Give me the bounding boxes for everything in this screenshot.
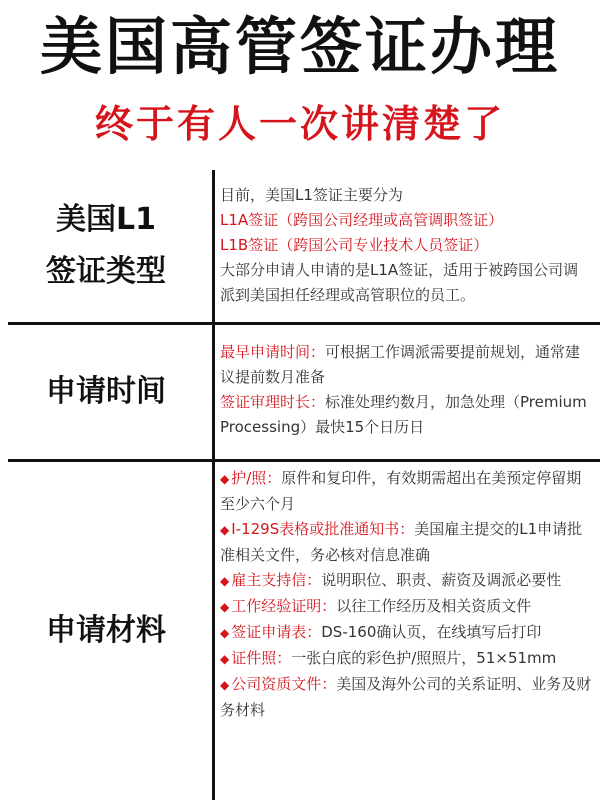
list-item xyxy=(220,594,592,620)
diamond-bullet-icon: ◆ xyxy=(220,626,230,640)
visa-type-l1a: L1A签证（跨国公司经理或高管调职签证） xyxy=(220,211,504,229)
visa-type-l1b: L1B签证（跨国公司专业技术人员签证） xyxy=(220,236,489,254)
item-text: 以往工作经历及相关资质文件 xyxy=(336,597,532,615)
column-divider xyxy=(212,170,215,800)
item-key: 护/照： xyxy=(231,469,282,487)
item-key: 雇主支持信： xyxy=(231,571,322,589)
item-text: 说明职位、职责、薪资及调派必要性 xyxy=(321,571,562,589)
item-key: 签证申请表： xyxy=(231,623,322,641)
visa-type-note: 大部分申请人申请的是L1A签证，适用于被跨国公司调派到美国担任经理或高管职位的员工。 xyxy=(220,261,579,304)
list-item xyxy=(220,568,592,594)
item-key: 签证审理时长： xyxy=(220,393,326,411)
list-item xyxy=(220,340,592,390)
section-label-materials: 申请材料 xyxy=(46,613,166,648)
list-item xyxy=(220,517,592,568)
section-content-materials xyxy=(220,466,592,723)
item-key: 公司资质文件： xyxy=(231,675,337,693)
list-item xyxy=(220,466,592,517)
item-text: DS-160确认页，在线填写后打印 xyxy=(321,623,542,641)
diamond-bullet-icon: ◆ xyxy=(220,523,230,537)
diamond-bullet-icon: ◆ xyxy=(220,652,230,666)
list-item xyxy=(220,672,592,723)
item-text: 美国及海外公司的关系证明、业务及财务材料 xyxy=(220,675,592,719)
item-key: 最早申请时间： xyxy=(220,343,326,361)
section-content-application-time xyxy=(220,340,592,440)
item-text: 可根据工作调派需要提前规划，通常建议提前数月准备 xyxy=(220,343,581,386)
diamond-bullet-icon: ◆ xyxy=(220,678,230,692)
section-content-visa-type xyxy=(220,183,592,308)
page-subtitle: 终于有人一次讲清楚了 xyxy=(94,102,505,146)
diamond-bullet-icon: ◆ xyxy=(220,574,230,588)
item-key: 工作经验证明： xyxy=(231,597,337,615)
visa-type-intro: 目前，美国L1签证主要分为 xyxy=(220,186,403,204)
info-table xyxy=(0,170,600,800)
section-label-application-time: 申请时间 xyxy=(46,374,166,409)
diamond-bullet-icon: ◆ xyxy=(220,472,230,486)
section-label-line: 签证类型 xyxy=(46,254,166,289)
item-text: 一张白底的彩色护/照照片，51×51mm xyxy=(291,649,557,667)
list-item xyxy=(220,646,592,672)
item-key: 证件照： xyxy=(231,649,292,667)
page-title: 美国高管签证办理 xyxy=(39,10,560,83)
section-label-line: 美国L1 xyxy=(56,202,156,237)
item-key: I-129S表格或批准通知书： xyxy=(231,520,415,538)
list-item xyxy=(220,390,592,440)
item-text: 美国雇主提交的L1申请批准相关文件，务必核对信息准确 xyxy=(220,520,583,564)
section-label-visa-type xyxy=(0,170,212,322)
item-text: 原件和复印件，有效期需超出在美预定停留期至少六个月 xyxy=(220,469,582,513)
list-item xyxy=(220,620,592,646)
diamond-bullet-icon: ◆ xyxy=(220,600,230,614)
item-text: 标准处理约数月，加急处理（Premium Processing）最快15个日历日 xyxy=(220,393,587,436)
